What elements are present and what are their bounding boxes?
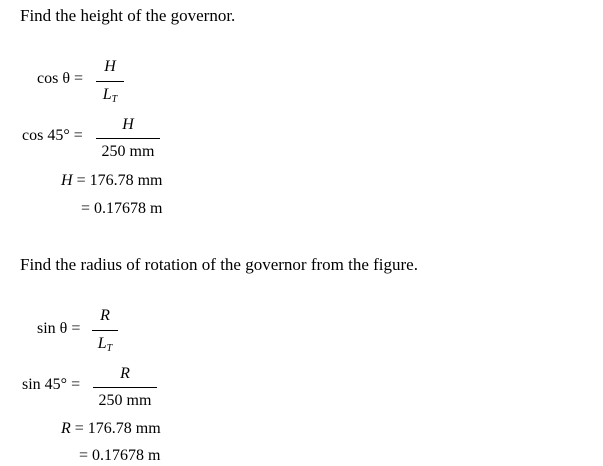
eq2-denominator: 250 mm <box>101 143 155 160</box>
heading-height: Find the height of the governor. <box>20 6 236 25</box>
eq6-numerator: R <box>120 365 130 382</box>
eq2-fraction-bar <box>96 138 160 139</box>
eq3-height-mm: H = 176.78 mm <box>61 172 163 189</box>
eq2-numerator: H <box>122 116 134 133</box>
heading-radius: Find the radius of rotation of the governor from the figure. <box>20 255 418 274</box>
eq8-radius-m: = 0.17678 m <box>79 447 161 464</box>
eq6-denominator: 250 mm <box>98 392 152 409</box>
eq5-lhs: sin θ = <box>37 320 81 337</box>
eq4-height-m: = 0.17678 m <box>81 200 163 217</box>
eq5-fraction-bar <box>92 330 118 331</box>
eq1-denominator: $L_T$ <box>102 86 118 105</box>
eq6-lhs: sin 45° = <box>22 376 81 393</box>
eq6-fraction-bar <box>93 387 157 388</box>
eq5-numerator: R <box>100 307 110 324</box>
eq5-denominator: $L_T$ <box>97 335 113 354</box>
eq2-lhs: cos 45° = <box>22 127 83 144</box>
eq1-fraction-bar <box>96 81 124 82</box>
eq1-numerator: H <box>104 58 116 75</box>
eq7-radius-mm: R = 176.78 mm <box>61 420 161 437</box>
eq1-lhs: cos θ = <box>37 70 84 87</box>
